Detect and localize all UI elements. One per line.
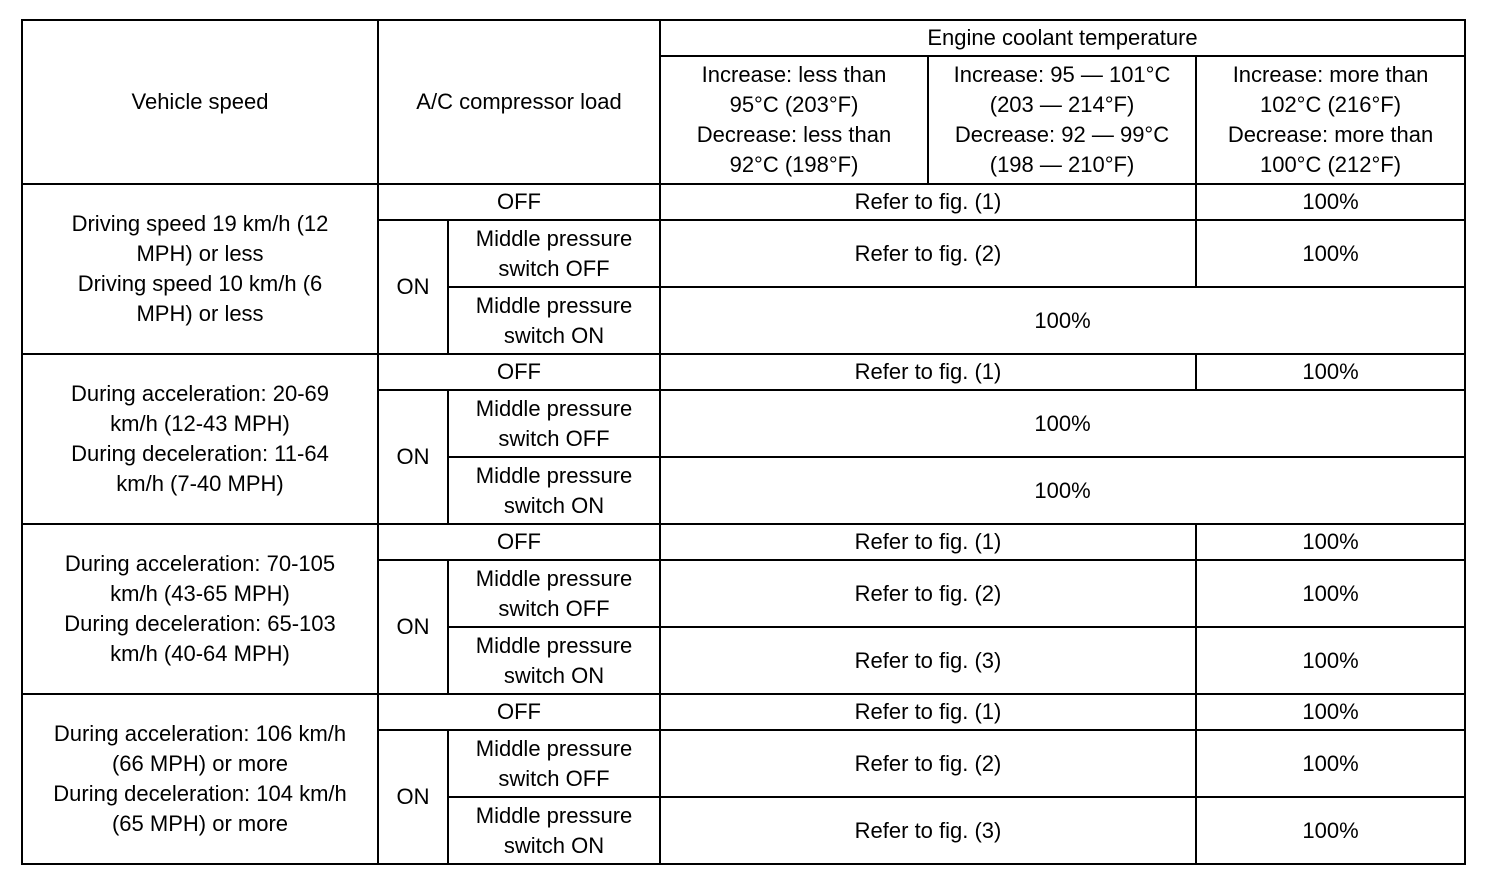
table-row [22, 354, 1465, 390]
vehicle-speed-cell: During acceleration: 70-105 km/h (43-65 MPH) During deceleration: 65-103 km/h (40-64 MPH) [22, 524, 378, 694]
fan-value-cell: 100% [1196, 730, 1465, 797]
fan-value-cell: 100% [1196, 524, 1465, 560]
ac-off-cell: OFF [378, 184, 660, 220]
temp-range-high-header: Increase: more than 102°C (216°F) Decrease: more than 100°C (212°F) [1196, 56, 1465, 184]
middle-pressure-switch-on-cell: Middle pressure switch ON [448, 457, 660, 524]
fan-value-cell: 100% [1196, 797, 1465, 864]
middle-pressure-switch-on-cell: Middle pressure switch ON [448, 287, 660, 354]
fan-value-cell: Refer to fig. (1) [660, 694, 1196, 730]
middle-pressure-switch-off-cell: Middle pressure switch OFF [448, 730, 660, 797]
fan-value-cell: Refer to fig. (2) [660, 560, 1196, 627]
fan-value-cell: 100% [660, 457, 1465, 524]
fan-value-cell: Refer to fig. (1) [660, 354, 1196, 390]
vehicle-speed-cell: During acceleration: 106 km/h (66 MPH) or more During deceleration: 104 km/h (65 MPH) or more [22, 694, 378, 864]
ac-on-cell: ON [378, 730, 448, 864]
middle-pressure-switch-off-cell: Middle pressure switch OFF [448, 390, 660, 457]
ac-off-cell: OFF [378, 694, 660, 730]
ac-off-cell: OFF [378, 524, 660, 560]
ac-off-cell: OFF [378, 354, 660, 390]
fan-value-cell: Refer to fig. (2) [660, 730, 1196, 797]
ac-on-cell: ON [378, 390, 448, 524]
middle-pressure-switch-on-cell: Middle pressure switch ON [448, 627, 660, 694]
table-row [22, 524, 1465, 560]
ac-on-cell: ON [378, 560, 448, 694]
fan-value-cell: 100% [660, 390, 1465, 457]
ac-compressor-load-header: A/C compressor load [378, 20, 660, 184]
table-row [22, 184, 1465, 220]
middle-pressure-switch-off-cell: Middle pressure switch OFF [448, 220, 660, 287]
fan-value-cell: 100% [1196, 560, 1465, 627]
header-row-top [22, 20, 1465, 56]
engine-coolant-temperature-header: Engine coolant temperature [660, 20, 1465, 56]
vehicle-speed-header: Vehicle speed [22, 20, 378, 184]
fan-value-cell: Refer to fig. (1) [660, 524, 1196, 560]
fan-value-cell: 100% [1196, 627, 1465, 694]
ac-on-cell: ON [378, 220, 448, 354]
cooling-fan-control-table [21, 19, 1466, 865]
temp-range-low-header: Increase: less than 95°C (203°F) Decrease: less than 92°C (198°F) [660, 56, 928, 184]
fan-value-cell: Refer to fig. (2) [660, 220, 1196, 287]
fan-value-cell: 100% [1196, 354, 1465, 390]
vehicle-speed-cell: During acceleration: 20-69 km/h (12-43 MPH) During deceleration: 11-64 km/h (7-40 MPH) [22, 354, 378, 524]
table-row [22, 694, 1465, 730]
fan-value-cell: Refer to fig. (3) [660, 627, 1196, 694]
middle-pressure-switch-on-cell: Middle pressure switch ON [448, 797, 660, 864]
fan-value-cell: 100% [1196, 184, 1465, 220]
fan-value-cell: 100% [1196, 694, 1465, 730]
vehicle-speed-cell: Driving speed 19 km/h (12 MPH) or less Driving speed 10 km/h (6 MPH) or less [22, 184, 378, 354]
middle-pressure-switch-off-cell: Middle pressure switch OFF [448, 560, 660, 627]
temp-range-mid-header: Increase: 95 — 101°C (203 — 214°F) Decrease: 92 — 99°C (198 — 210°F) [928, 56, 1196, 184]
fan-value-cell: Refer to fig. (3) [660, 797, 1196, 864]
fan-value-cell: 100% [1196, 220, 1465, 287]
fan-value-cell: Refer to fig. (1) [660, 184, 1196, 220]
fan-value-cell: 100% [660, 287, 1465, 354]
